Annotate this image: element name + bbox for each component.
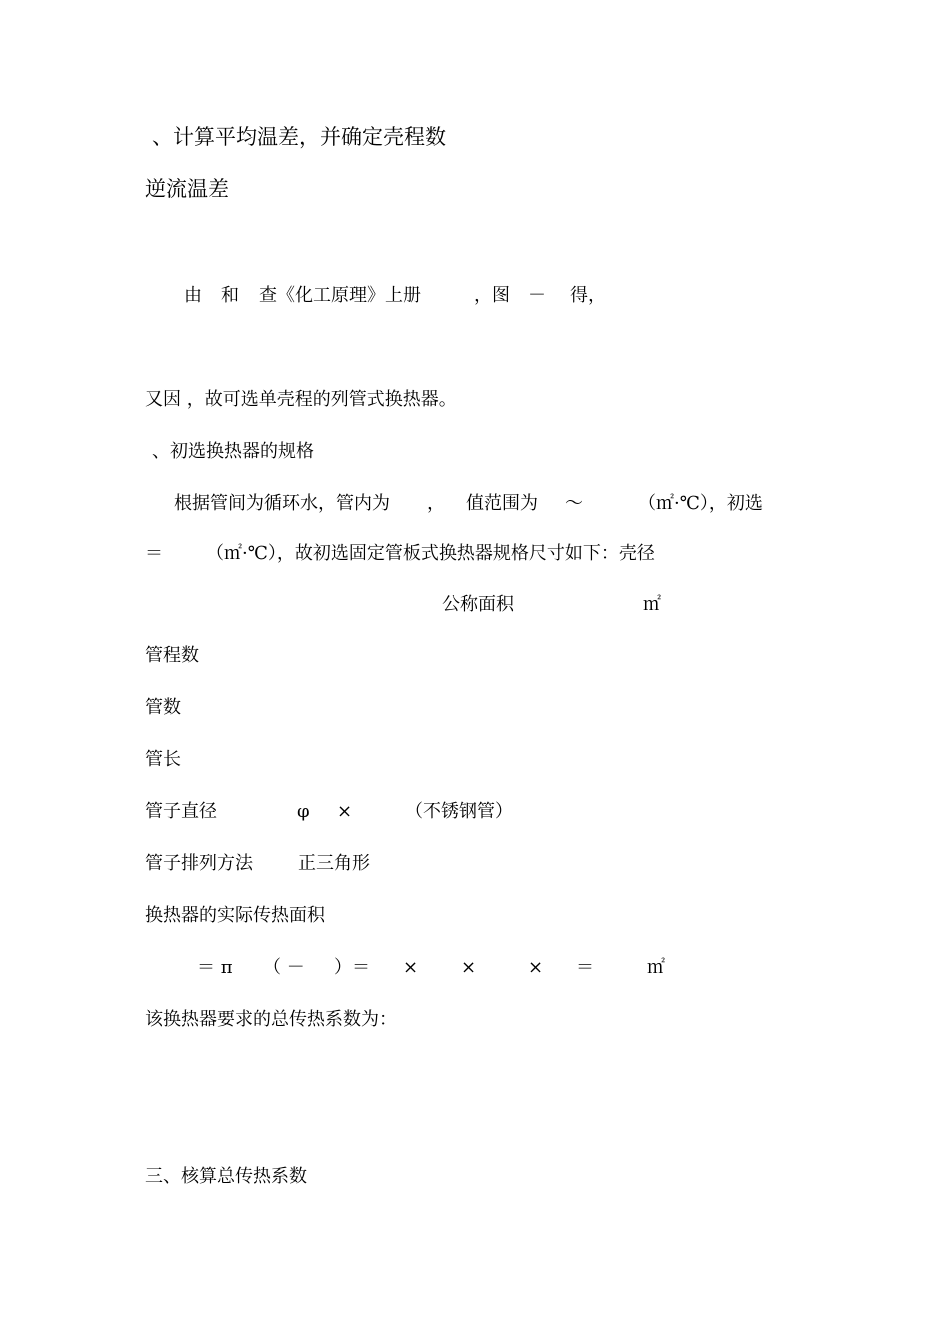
- reverse-flow-label: 逆流温差: [145, 177, 229, 201]
- lookup-text-6: 得，: [570, 285, 606, 306]
- basis-text-3: 值范围为: [466, 493, 538, 514]
- tube-diameter-label: 管子直径: [145, 801, 217, 822]
- heading-1: 、计算平均温差，并确定壳程数: [152, 125, 446, 149]
- heading-2: 、初选换热器的规格: [152, 441, 314, 462]
- basis-text-5: （㎡·℃），初选: [638, 493, 763, 514]
- phi-symbol: φ: [297, 801, 310, 822]
- lookup-text-4: ，图: [474, 285, 510, 306]
- formula-part-5: ×: [461, 957, 477, 978]
- lookup-text-2: 和: [221, 285, 239, 306]
- tube-arrangement-value: 正三角形: [298, 853, 370, 874]
- basis-text-4: ～: [565, 493, 583, 514]
- formula-part-1: ＝ π: [197, 957, 233, 978]
- formula-part-8: ㎡: [647, 957, 665, 978]
- formula-part-2: （ －: [263, 957, 305, 978]
- spec-tube-length: 管长: [145, 749, 181, 770]
- tube-material: （不锈钢管）: [405, 801, 513, 822]
- required-k-line: 该换热器要求的总传热系数为：: [145, 1009, 397, 1030]
- actual-area-label: 换热器的实际传热面积: [145, 905, 325, 926]
- selection-text-1: ＝: [145, 543, 163, 564]
- nominal-area-label: 公称面积: [442, 594, 514, 615]
- lookup-text-3: 查《化工原理》上册: [259, 285, 421, 306]
- selection-text-2: （㎡·℃），故初选固定管板式换热器规格尺寸如下：壳径: [206, 543, 655, 564]
- conclusion-line: 又因 ，故可选单壳程的列管式换热器。: [145, 389, 457, 410]
- basis-text-2: ，: [427, 493, 445, 514]
- lookup-text-1: 由: [184, 285, 202, 306]
- spec-tube-count: 管数: [145, 697, 181, 718]
- nominal-area-unit: ㎡: [643, 594, 661, 615]
- basis-text-1: 根据管间为循环水，管内为: [174, 493, 390, 514]
- times-symbol: ×: [337, 801, 353, 822]
- formula-part-7: ＝: [576, 957, 594, 978]
- formula-part-6: ×: [528, 957, 544, 978]
- formula-part-3: ）＝: [334, 957, 370, 978]
- formula-part-4: ×: [403, 957, 419, 978]
- spec-tube-passes: 管程数: [145, 645, 199, 666]
- tube-arrangement-label: 管子排列方法: [145, 853, 253, 874]
- lookup-text-5: －: [528, 285, 546, 306]
- heading-3: 三、核算总传热系数: [145, 1166, 307, 1187]
